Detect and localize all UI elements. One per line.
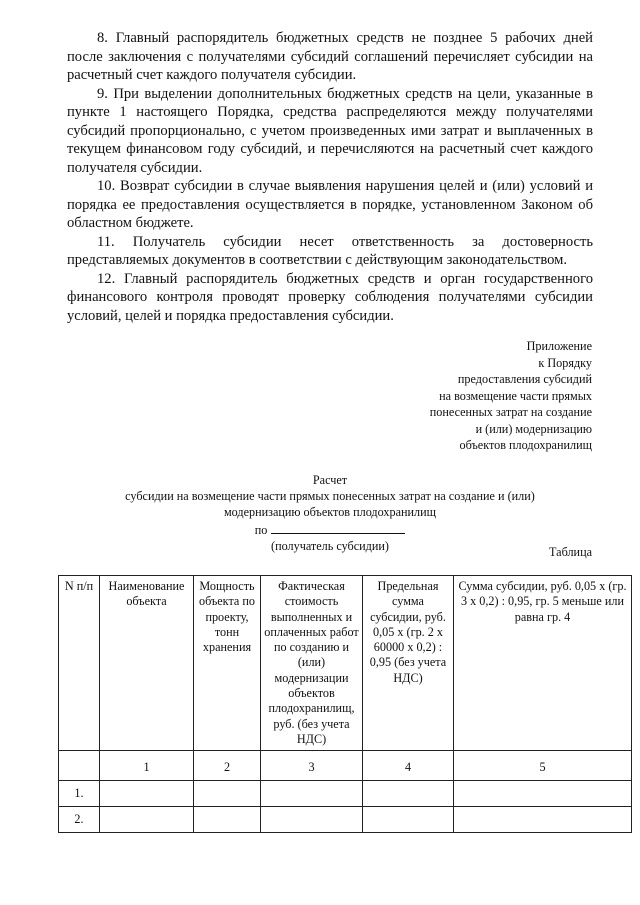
header-cell: Фактическая стоимость выполненных и оплаченных работ по созданию и (или) модернизации объектов плодохранилищ, руб. (без учета НДС) [261,576,363,751]
column-number-cell: 4 [363,751,454,781]
column-number-cell [59,751,100,781]
appendix-line: к Порядку [538,355,592,370]
appendix-line: понесенных затрат на создание [429,405,592,419]
paragraph-11: 11. Получатель субсидии несет ответственность за достоверность представляемых документов в соответствии с действующим законодательством. [67,233,593,268]
paragraph-8: 8. Главный распорядитель бюджетных средств не позднее 5 рабочих дней после заключения с получателями субсидий соглашений перечисляет субсидии на расчетный счет каждого получателя субсидии. [67,30,593,83]
table-cell [454,807,632,833]
appendix-line: на возмещение части прямых [439,388,592,403]
appendix-block [332,338,592,454]
table-cell [194,807,261,833]
table-row [59,781,632,807]
calc-title: Расчет [312,473,348,487]
calculation-heading [60,472,600,554]
header-cell: Наименование объекта [100,576,194,751]
appendix-line: и (или) модернизацию [475,421,592,436]
table-cell [261,781,363,807]
table-caption: Таблица [549,545,592,559]
row-number-cell: 2. [59,807,100,833]
appendix-line: Приложение [526,339,592,353]
column-number-row [59,751,632,781]
row-number-cell: 1. [59,781,100,807]
table-cell [363,781,454,807]
table-cell [261,807,363,833]
paragraph-9: 9. При выделении дополнительных бюджетных средств на цели, указанные в пункте 1 настоящего Порядка, средства распределяются между получателями субсидий пропорционально, с учетом произведенных ими затрат и выплаченных в текущем финансовом году субсидий, и перечисляются на расчетный счет каждого получателя субсидии. [67,85,593,176]
recipient-blank [271,521,405,534]
body-text [67,29,593,325]
po-label: по [254,522,268,537]
table-row [59,807,632,833]
table-cell [194,781,261,807]
header-cell: Предельная сумма субсидии, руб. 0,05 x (гр. 2 x 60000 x 0,2) : 0,95 (без учета НДС) [363,576,454,751]
calc-line-2: модернизацию объектов плодохранилищ [223,505,437,520]
table-cell [363,807,454,833]
column-number-cell: 1 [100,751,194,781]
subsidy-table [58,575,632,833]
header-cell: N п/п [59,576,100,751]
recipient-label: (получатель субсидии) [271,538,389,553]
table-cell [454,781,632,807]
header-cell: Сумма субсидии, руб. 0,05 x (гр. 3 x 0,2) : 0,95, гр. 5 меньше или равна гр. 4 [454,576,632,751]
paragraph-10: 10. Возврат субсидии в случае выявления нарушения целей и (или) условий и порядка ее предоставления осуществляется в порядке, установленном Законом об областном бюджете. [67,178,593,231]
appendix-line: объектов плодохранилищ [459,438,592,452]
paragraph-12: 12. Главный распорядитель бюджетных средств и орган государственного финансового контроля проводят проверку соблюдения получателями субсидии условий, целей и порядка предоставления субсидии. [67,270,593,324]
calc-line-1: субсидии на возмещение части прямых понесенных затрат на создание и (или) [125,489,535,504]
column-number-cell: 3 [261,751,363,781]
table-cell [100,807,194,833]
appendix-line: предоставления субсидий [457,372,592,386]
table-cell [100,781,194,807]
table-header-row [59,576,632,751]
column-number-cell: 5 [454,751,632,781]
recipient-line [60,521,600,538]
header-cell: Мощность объекта по проекту, тонн хранения [194,576,261,751]
column-number-cell: 2 [194,751,261,781]
